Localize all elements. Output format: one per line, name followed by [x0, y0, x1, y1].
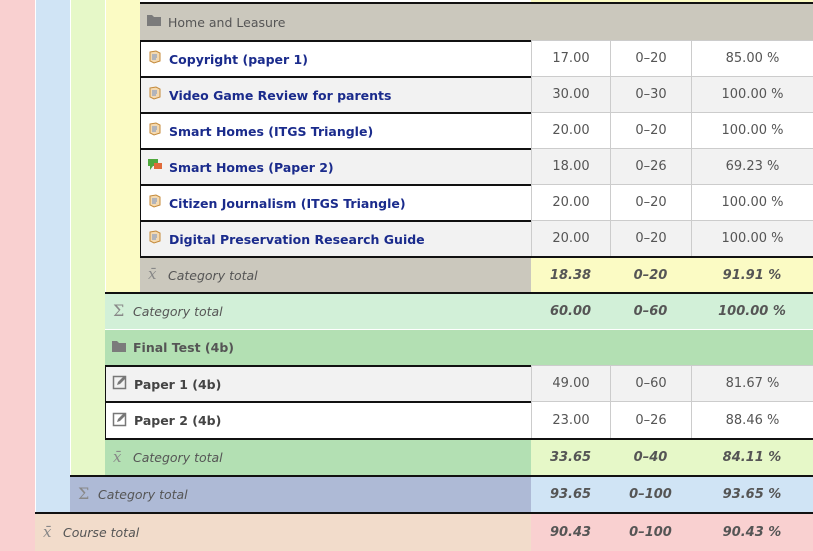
- mean-icon: [111, 448, 127, 468]
- item-percentage: 85.00 %: [691, 40, 813, 76]
- manual-item-icon: [112, 374, 128, 394]
- item-name-cell[interactable]: [140, 184, 531, 220]
- item-percentage: 100.00 %: [691, 76, 813, 112]
- item-name-cell[interactable]: [105, 401, 531, 438]
- total-label: Course total: [63, 525, 140, 540]
- manual-item-icon: [112, 411, 128, 431]
- sum-icon: [111, 302, 127, 322]
- assignment-icon: [147, 121, 163, 141]
- total-grade: 60.00: [531, 292, 610, 329]
- item-percentage: 81.67 %: [691, 365, 813, 401]
- svg-text:Σ: Σ: [78, 484, 90, 501]
- item-name-cell[interactable]: [140, 76, 531, 112]
- total-percentage: 90.43 %: [691, 512, 813, 551]
- item-link[interactable]: Video Game Review for parents: [169, 87, 392, 103]
- assignment-icon: [147, 193, 163, 213]
- svg-text:x̄: x̄: [148, 265, 157, 281]
- sum-icon: [76, 485, 92, 505]
- mean-icon: [146, 265, 162, 285]
- folder-icon: [146, 13, 162, 31]
- item-percentage: 100.00 %: [691, 220, 813, 256]
- item-percentage: 69.23 %: [691, 148, 813, 184]
- total-label: Category total: [168, 267, 258, 283]
- total-grade: 90.43: [531, 512, 610, 551]
- category-final-test[interactable]: [105, 329, 813, 365]
- course-total: [35, 512, 531, 551]
- item-grade: 30.00: [531, 76, 610, 112]
- item-name-cell[interactable]: [140, 148, 531, 184]
- item-link[interactable]: Copyright (paper 1): [169, 51, 308, 67]
- item-link[interactable]: Paper 2 (4b): [134, 413, 222, 428]
- level1-gutter: [0, 0, 35, 551]
- item-range: 0–20: [610, 112, 691, 148]
- item-range: 0–20: [610, 220, 691, 256]
- item-grade: 17.00: [531, 40, 610, 76]
- assignment-icon: [147, 229, 163, 249]
- item-percentage: 100.00 %: [691, 112, 813, 148]
- item-name-cell[interactable]: [140, 220, 531, 256]
- item-range: 0–30: [610, 76, 691, 112]
- level3-gutter: [70, 0, 105, 475]
- total-range: 0–20: [610, 256, 691, 292]
- item-range: 0–60: [610, 365, 691, 401]
- item-grade: 49.00: [531, 365, 610, 401]
- item-range: 0–20: [610, 40, 691, 76]
- category-name: Final Test (4b): [133, 340, 234, 355]
- total-label: Category total: [133, 450, 223, 465]
- item-grade: 20.00: [531, 220, 610, 256]
- assignment-icon: [147, 85, 163, 105]
- total-label: Category total: [98, 487, 188, 502]
- category-total-home-leasure: [140, 256, 531, 292]
- total-percentage: 84.11 %: [691, 438, 813, 475]
- item-percentage: 88.46 %: [691, 401, 813, 438]
- item-range: 0–26: [610, 401, 691, 438]
- total-percentage: 100.00 %: [691, 292, 813, 329]
- category-total-top: [70, 475, 531, 512]
- level2-gutter: [35, 0, 70, 512]
- item-link[interactable]: Digital Preservation Research Guide: [169, 231, 425, 247]
- total-grade: 33.65: [531, 438, 610, 475]
- item-range: 0–20: [610, 184, 691, 220]
- total-range: 0–100: [610, 475, 691, 512]
- level4-gutter: [105, 0, 140, 292]
- svg-text:x̄: x̄: [43, 522, 52, 539]
- category-total-final-test: [105, 438, 531, 475]
- assignment-icon: [147, 49, 163, 69]
- item-link[interactable]: Citizen Journalism (ITGS Triangle): [169, 195, 406, 211]
- item-grade: 20.00: [531, 184, 610, 220]
- item-grade: 18.00: [531, 148, 610, 184]
- forum-icon: [147, 157, 163, 177]
- total-grade: 18.38: [531, 256, 610, 292]
- item-range: 0–26: [610, 148, 691, 184]
- item-link[interactable]: Smart Homes (ITGS Triangle): [169, 123, 374, 139]
- total-range: 0–100: [610, 512, 691, 551]
- category-home-leasure[interactable]: [140, 2, 813, 40]
- total-label: Category total: [133, 304, 223, 319]
- item-grade: 23.00: [531, 401, 610, 438]
- total-range: 0–40: [610, 438, 691, 475]
- total-range: 0–60: [610, 292, 691, 329]
- category-name: Home and Leasure: [168, 14, 286, 30]
- category-total-parent: [105, 292, 531, 329]
- total-grade: 93.65: [531, 475, 610, 512]
- item-grade: 20.00: [531, 112, 610, 148]
- folder-icon: [111, 339, 127, 357]
- total-percentage: 93.65 %: [691, 475, 813, 512]
- item-link[interactable]: Smart Homes (Paper 2): [169, 159, 334, 175]
- mean-icon: [41, 523, 57, 543]
- item-name-cell[interactable]: [140, 40, 531, 76]
- item-name-cell[interactable]: [105, 365, 531, 401]
- svg-text:x̄: x̄: [113, 447, 122, 464]
- item-name-cell[interactable]: [140, 112, 531, 148]
- item-link[interactable]: Paper 1 (4b): [134, 376, 222, 392]
- item-percentage: 100.00 %: [691, 184, 813, 220]
- total-percentage: 91.91 %: [691, 256, 813, 292]
- svg-text:Σ: Σ: [113, 301, 125, 318]
